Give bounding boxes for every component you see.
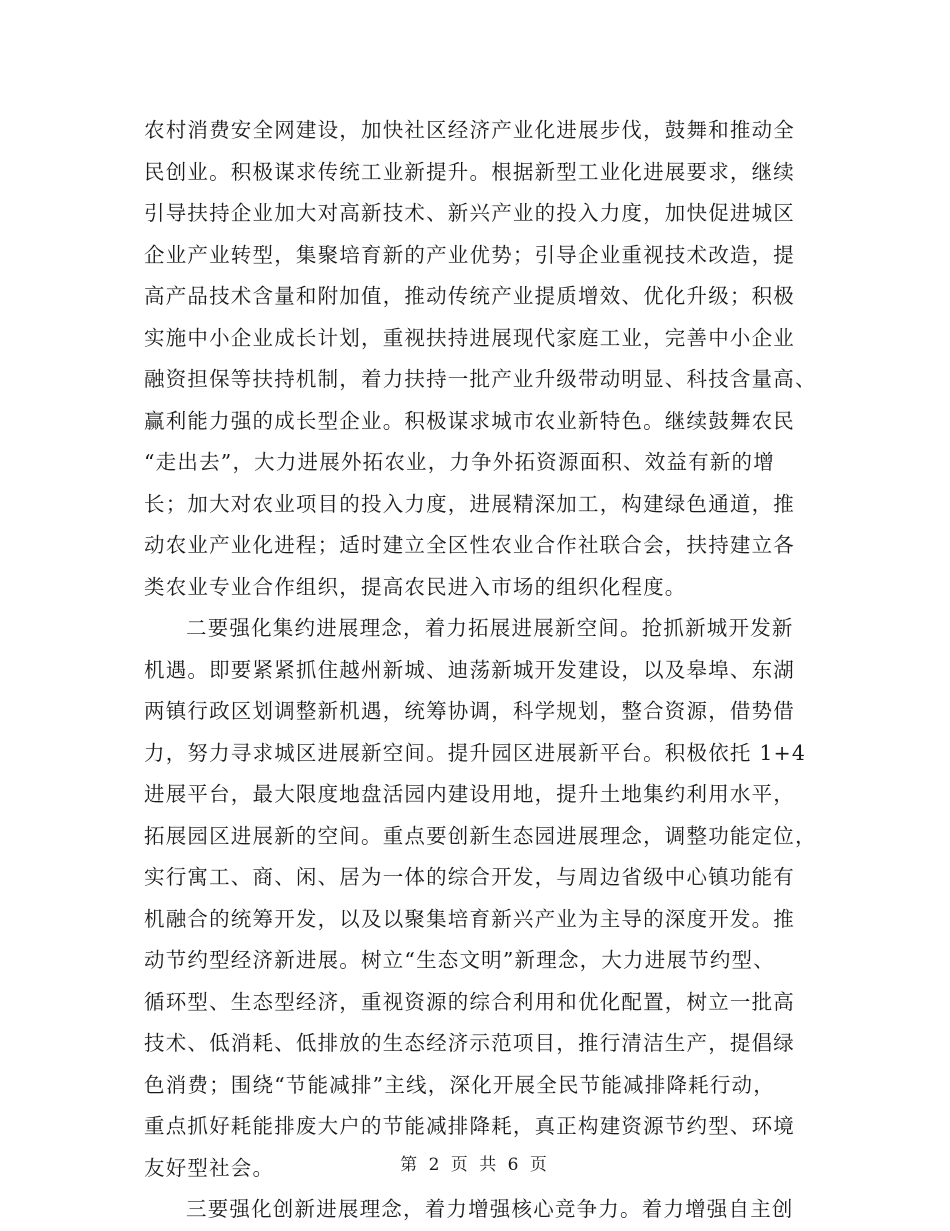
- text-line: 拓展园区进展新的空间。重点要创新生态园进展理念，调整功能定位，: [144, 823, 817, 848]
- text-line: 友好型社会。: [144, 1155, 275, 1180]
- text-line: 技术、低消耗、低排放的生态经济示范项目，推行清洁生产，提倡绿: [144, 1031, 795, 1055]
- text-line: 色消费；围绕“节能减排”主线，深化开展全民节能减排降耗行动，: [144, 1072, 775, 1097]
- paragraph-start-line: 二要强化集约进展理念，着力拓展进展新空间。抢抓新城开发新: [186, 616, 794, 640]
- text-line: 重点抓好耗能排废大户的节能减排降耗，真正构建资源节约型、环境: [144, 1114, 795, 1138]
- paragraph-start-line: 三要强化创新进展理念，着力增强核心竞争力。着力增强自主创: [186, 1197, 794, 1221]
- text-line: 两镇行政区划调整新机遇，统筹协调，科学规划，整合资源，借势借: [144, 699, 795, 723]
- body-text: [144, 110, 817, 1231]
- text-line: 长；加大对农业项目的投入力度，进展精深加工，构建绿色通道，推: [144, 491, 795, 516]
- text-line: 力，努力寻求城区进展新空间。提升园区进展新平台。积极依托 1+4: [144, 740, 807, 765]
- text-line: 引导扶持企业加大对高新技术、新兴产业的投入力度，加快促进城区: [144, 201, 795, 225]
- text-line: 机遇。即要紧紧抓住越州新城、迪荡新城开发建设，以及皋埠、东湖: [144, 657, 795, 682]
- text-line: 赢利能力强的成长型企业。积极谋求城市农业新特色。继续鼓舞农民: [144, 408, 795, 433]
- text-line: 动农业产业化进程；适时建立全区性农业合作社联合会，扶持建立各: [144, 533, 795, 557]
- text-line: 高产品技术含量和附加值，推动传统产业提质增效、优化升级；积极: [144, 284, 795, 308]
- text-line: 类农业专业合作组织，提高农民进入市场的组织化程度。: [144, 574, 687, 599]
- text-line: 实施中小企业成长计划，重视扶持进展现代家庭工业，完善中小企业: [144, 325, 795, 350]
- page-number-footer: 第 2 页 共 6 页: [400, 1155, 550, 1175]
- text-line: 动节约型经济新进展。树立“生态文明”新理念，大力进展节约型、: [144, 948, 775, 972]
- text-line: 机融合的统筹开发，以及以聚集培育新兴产业为主导的深度开发。推: [144, 906, 795, 931]
- text-line: 进展平台，最大限度地盘活园内建设用地，提升土地集约利用水平，: [144, 782, 795, 806]
- text-line: 循环型、生态型经济，重视资源的综合利用和优化配置，树立一批高: [144, 989, 795, 1014]
- text-line: 农村消费安全网建设，加快社区经济产业化进展步伐，鼓舞和推动全: [144, 118, 795, 142]
- text-line: “走出去”，大力进展外拓农业，力争外拓资源面积、效益有新的增: [144, 450, 775, 474]
- text-line: 融资担保等扶持机制，着力扶持一批产业升级带动明显、科技含量高、: [144, 367, 817, 391]
- text-line: 实行寓工、商、闲、居为一体的综合开发，与周边省级中心镇功能有: [144, 865, 795, 889]
- text-line: 企业产业转型，集聚培育新的产业优势；引导企业重视技术改造，提: [144, 242, 795, 267]
- text-line: 民创业。积极谋求传统工业新提升。根据新型工业化进展要求，继续: [144, 159, 795, 184]
